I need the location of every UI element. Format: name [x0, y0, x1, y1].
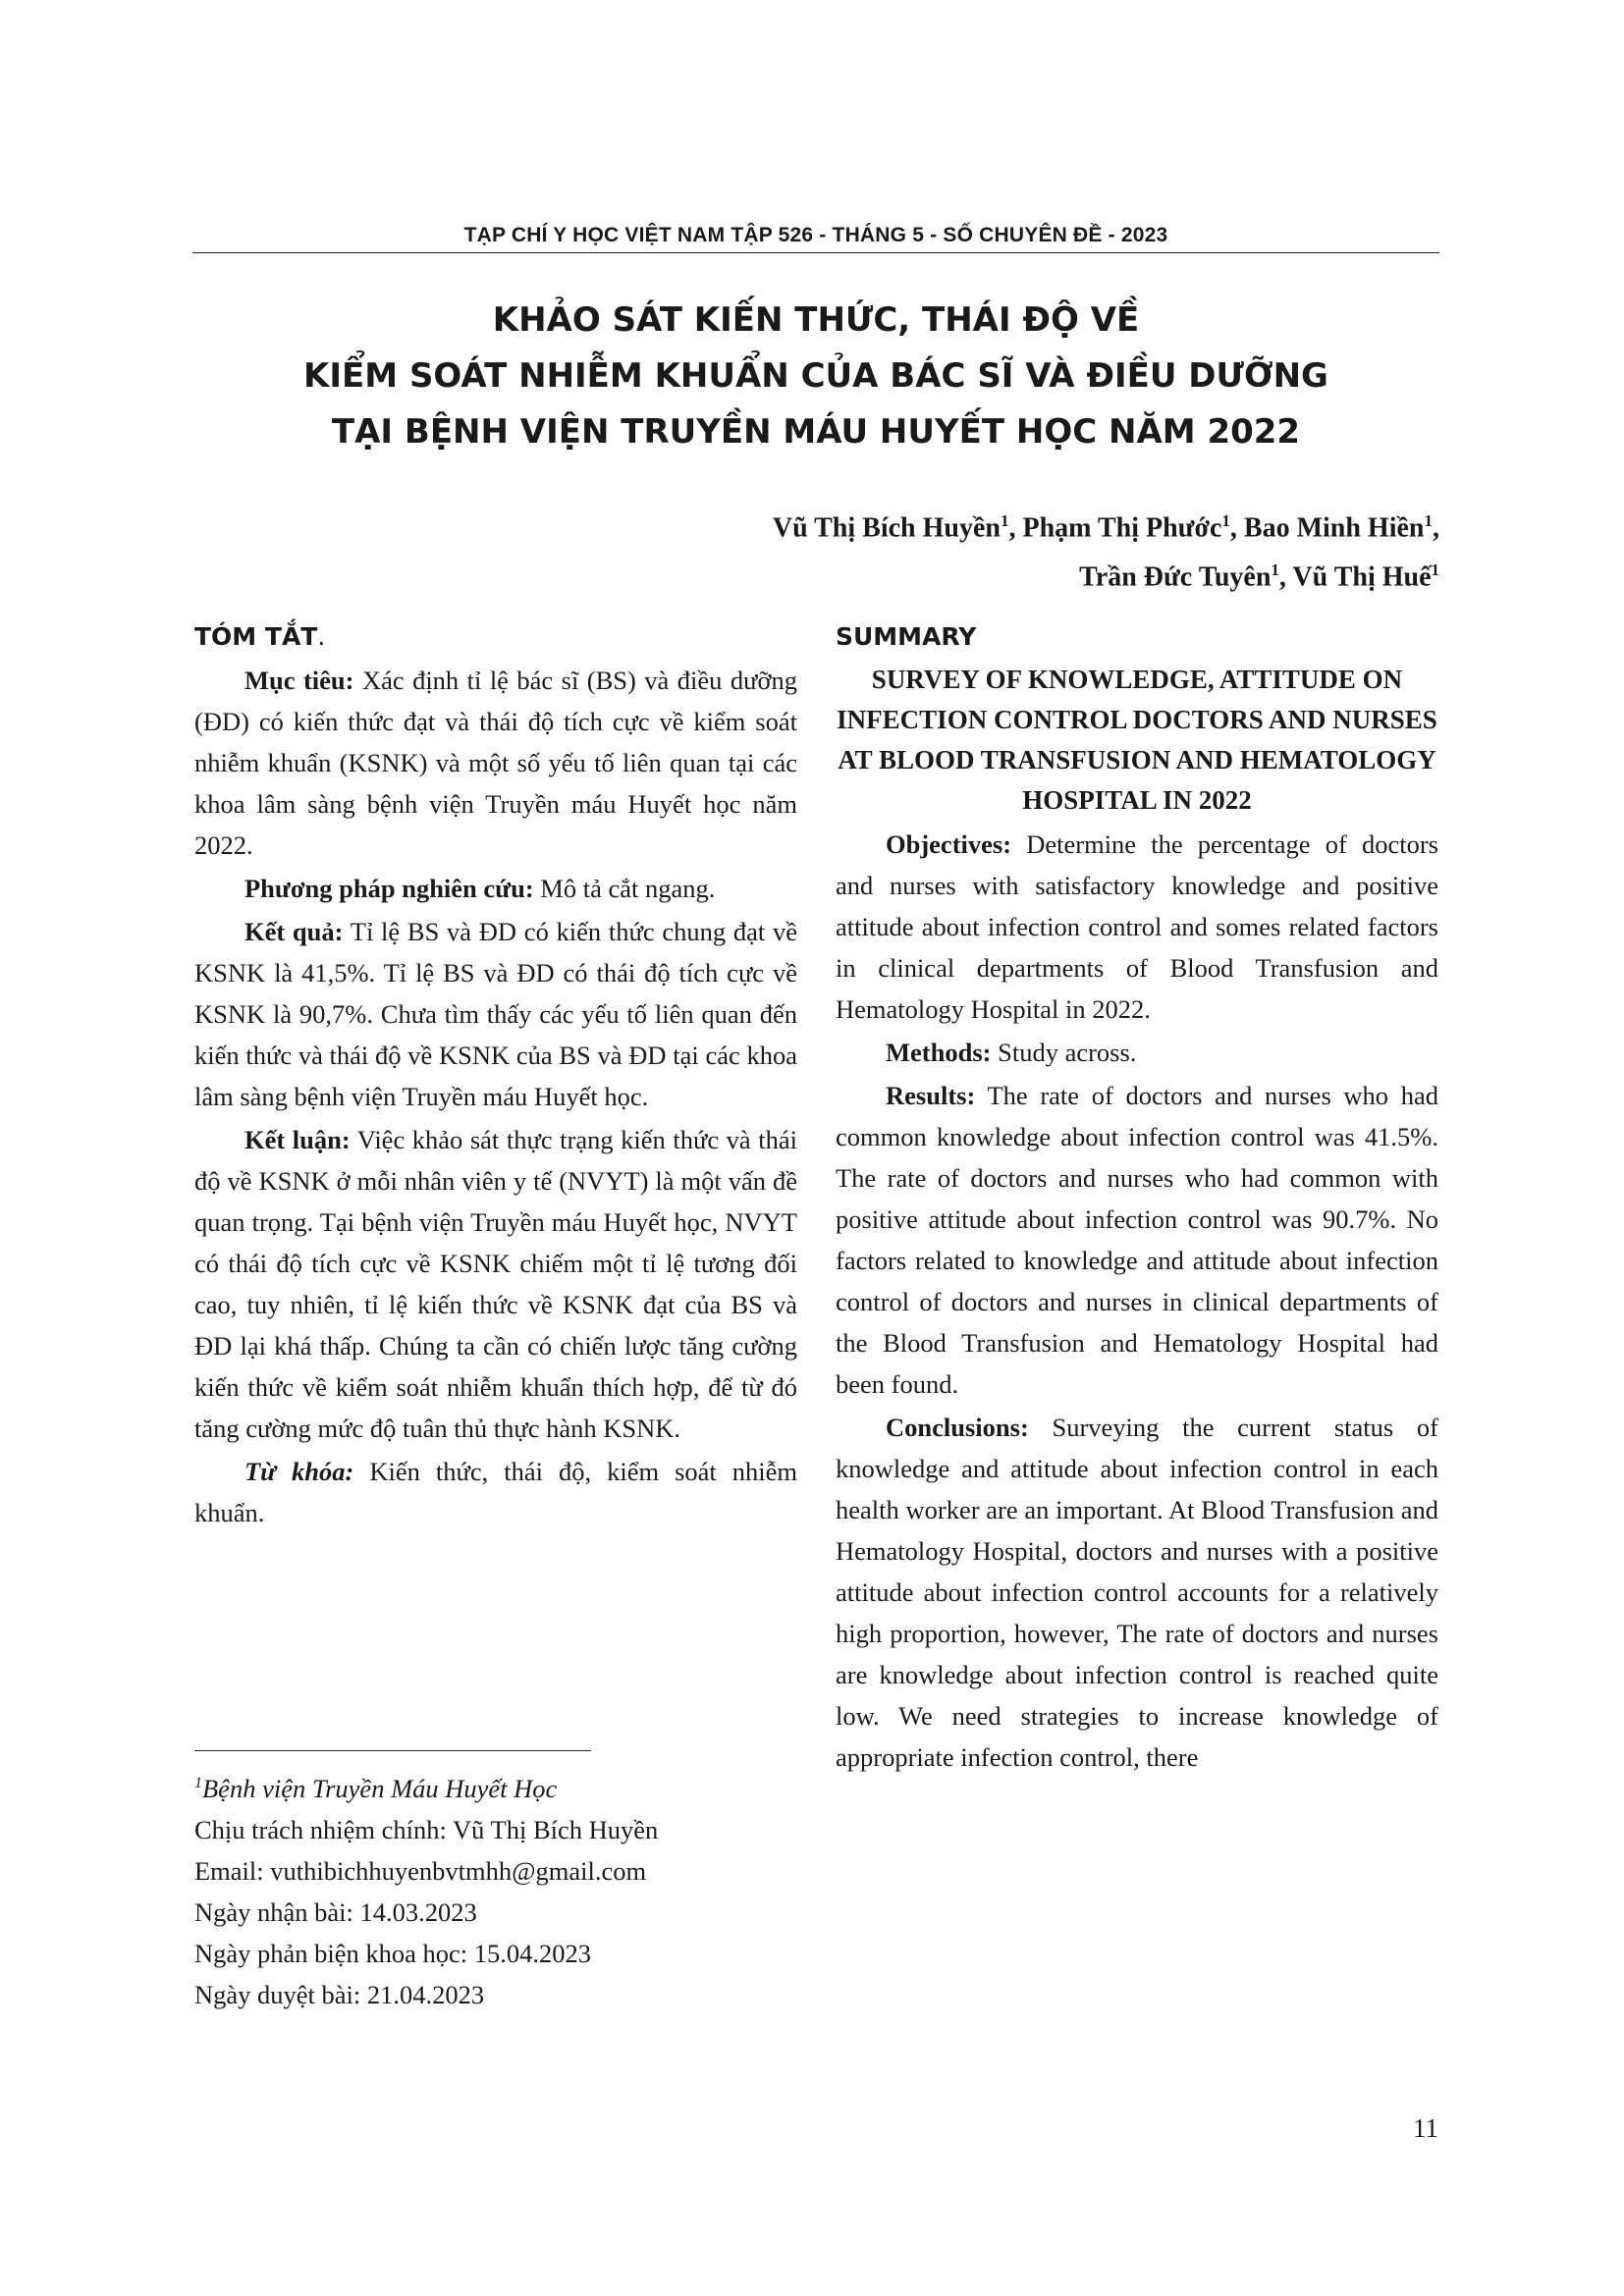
methods-text: Study across. [991, 1038, 1137, 1067]
affiliation-mark: 1 [1000, 511, 1009, 530]
authors-line-1 [773, 500, 1439, 549]
affiliation-mark: 1 [1424, 511, 1433, 530]
footnote-reviewed-date: Ngày phản biện khoa học: 15.04.2023 [194, 1938, 592, 1968]
author-name: Vũ Thị Bích Huyền [772, 512, 1001, 544]
conclusion-label: Kết luận: [244, 1125, 351, 1154]
heading-dot: . [317, 622, 326, 651]
footnote-corresponding-author: Chịu trách nhiệm chính: Vũ Thị Bích Huyền [194, 1814, 659, 1844]
objectives-label: Objectives: [886, 829, 1012, 859]
methods-label: Methods: [886, 1038, 992, 1067]
author-list [773, 500, 1439, 599]
author-name: Bao Minh Hiền [1243, 512, 1425, 544]
conclusions-text: Surveying the current status of knowledge and attitude about infection control in each health worker are an important. At Blood Transfusion and Hematology Hospital, doctors and nurses with a positive attitude about infection control accounts for a relatively high proportion, however, The rate of doctors and nurses are knowledge about infection control is reached quite low. We need strategies to increase knowledge of appropriate infection control, there [836, 1413, 1438, 1772]
author-name: Trần Đức Tuyên [1079, 561, 1272, 593]
results-label: Results: [886, 1081, 976, 1110]
keywords-text: Kiến thức, thái độ, kiểm soát nhiễm khuẩn. [194, 1457, 797, 1527]
heading-text: TÓM TẮT [194, 622, 318, 651]
affiliation-mark: 1 [1431, 561, 1439, 580]
summary-objectives [836, 824, 1438, 1030]
affiliation-mark: 1 [194, 1775, 202, 1791]
author-separator: , [1433, 512, 1439, 544]
objectives-text: Determine the percentage of doctors and nurses with satisfactory knowledge and positive attitude about infection control and somes related factors in clinical departments of Blood Transfusion and Hematology Hospital in 2022. [836, 829, 1438, 1024]
author-name: Phạm Thị Phước [1022, 512, 1222, 544]
header-divider [192, 252, 1439, 253]
abstract-objective [194, 660, 797, 866]
section-heading-summary: SUMMARY [836, 622, 977, 651]
footnote-divider [194, 1750, 591, 1751]
footnotes [194, 1763, 823, 2015]
summary-conclusions [836, 1407, 1438, 1778]
results-label: Kết quả: [244, 917, 344, 946]
objective-label: Mục tiêu: [244, 666, 354, 695]
affiliation-mark: 1 [1271, 561, 1279, 580]
footnote-email: Email: vuthibichhuyenbvtmhh@gmail.com [194, 1855, 647, 1886]
methods-text: Mô tả cắt ngang. [533, 874, 716, 903]
title-line-2: KIỂM SOÁT NHIỄM KHUẨN CỦA BÁC SĨ VÀ ĐIỀU DƯỠNG [303, 356, 1328, 396]
abstract-methods [194, 868, 797, 909]
footnote-affiliation [194, 1763, 823, 1809]
keywords-label: Từ khóa: [244, 1457, 354, 1486]
summary-methods [836, 1032, 1438, 1073]
methods-label: Phương pháp nghiên cứu: [244, 874, 534, 903]
abstract-results [194, 911, 797, 1117]
article-title [192, 293, 1439, 460]
affiliation-mark: 1 [1221, 511, 1230, 530]
title-line-1: KHẢO SÁT KIẾN THỨC, THÁI ĐỘ VỀ [492, 300, 1140, 340]
abstract-english [836, 616, 1438, 1780]
author-name: Vũ Thị Huế [1292, 561, 1432, 593]
conclusion-text: Việc khảo sát thực trạng kiến thức và thái độ về KSNK ở mỗi nhân viên y tế (NVYT) là một vấn đề quan trọng. Tại bệnh viện Truyền máu Huyết học, NVYT có thái độ tích cực về KSNK chiếm một tỉ lệ tương đối cao, tuy nhiên, tỉ lệ kiến thức về KSNK đạt của BS và ĐD lại khá thấp. Chúng ta cần có chiến lược tăng cường kiến thức về kiểm soát nhiễm khuẩn thích hợp, để từ đó tăng cường mức độ tuân thủ thực hành KSNK. [194, 1125, 797, 1443]
author-separator: , [1229, 512, 1244, 544]
results-text: The rate of doctors and nurses who had common knowledge about infection control was 41.5%. The rate of doctors and nurses who had common with positive attitude about infection control was 90.7%. No factors related to knowledge and attitude about infection control of doctors and nurses in clinical departments of the Blood Transfusion and Hematology Hospital had been found. [836, 1081, 1438, 1399]
objective-text: Xác định tỉ lệ bác sĩ (BS) và điều dưỡng (ĐD) có kiến thức đạt và thái độ tích cực về kiểm soát nhiễm khuẩn (KSNK) và một số yếu tố liên quan tại các khoa lâm sàng bệnh viện Truyền máu Huyết học năm 2022. [194, 666, 797, 860]
title-line-3: TẠI BỆNH VIỆN TRUYỀN MÁU HUYẾT HỌC NĂM 2022 [331, 412, 1301, 452]
summary-results [836, 1075, 1438, 1405]
abstract-vietnamese [194, 616, 797, 1535]
summary-title: SURVEY OF KNOWLEDGE, ATTITUDE ON INFECTION CONTROL DOCTORS AND NURSES AT BLOOD TRANSFUSION AND HEMATOLOGY HOSPITAL IN 2022 [837, 665, 1437, 815]
abstract-keywords [194, 1451, 797, 1533]
journal-running-header: TẠP CHÍ Y HỌC VIỆT NAM TẬP 526 - THÁNG 5 - SỐ CHUYÊN ĐỀ - 2023 [463, 224, 1168, 246]
conclusions-label: Conclusions: [886, 1413, 1029, 1442]
footnote-received-date: Ngày nhận bài: 14.03.2023 [194, 1896, 477, 1927]
page-number: 11 [1413, 2113, 1438, 2143]
affiliation-text: Bệnh viện Truyền Máu Huyết Học [202, 1773, 558, 1803]
authors-line-2 [773, 549, 1439, 598]
abstract-conclusion [194, 1119, 797, 1449]
author-separator: , [1278, 561, 1293, 593]
results-text: Tỉ lệ BS và ĐD có kiến thức chung đạt về KSNK là 41,5%. Tỉ lệ BS và ĐD có thái độ tích cực về KSNK là 90,7%. Chưa tìm thấy các yếu tố liên quan đến kiến thức và thái độ về KSNK của BS và ĐD tại các khoa lâm sàng bệnh viện Truyền máu Huyết học. [194, 917, 798, 1111]
section-heading-tom-tat [194, 616, 797, 658]
footnote-accepted-date: Ngày duyệt bài: 21.04.2023 [194, 1979, 485, 2009]
author-separator: , [1008, 512, 1023, 544]
